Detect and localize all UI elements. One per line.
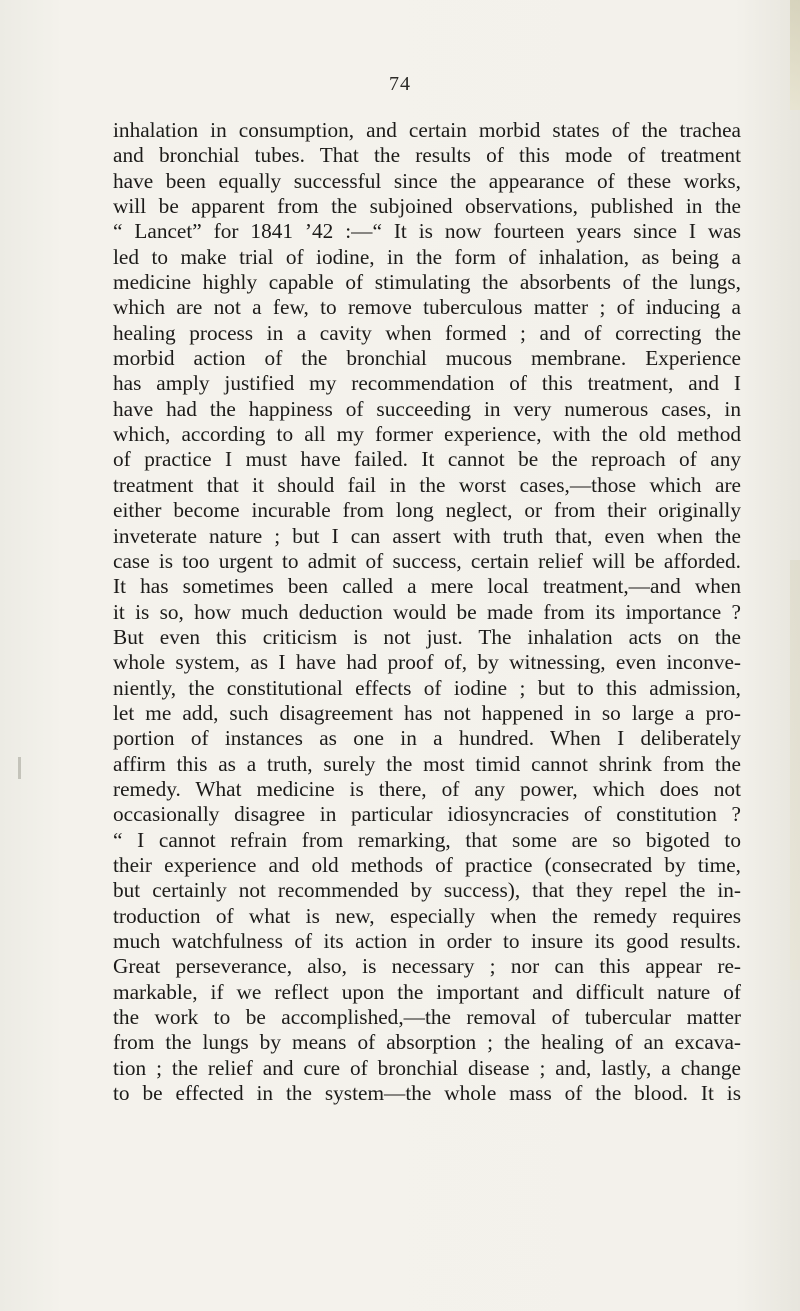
text-line: healing process in a cavity when formed ; and of correcting the — [113, 320, 741, 345]
text-line: “ I cannot refrain from remarking, that some are so bigoted to — [113, 827, 741, 852]
text-line: and bronchial tubes. That the results of this mode of treatment — [113, 143, 741, 168]
text-line: occasionally disagree in particular idiosyncracies of constitution ? — [113, 802, 741, 827]
text-line: either become incurable from long neglect, or from their originally — [113, 498, 741, 523]
text-line: morbid action of the bronchial mucous membrane. Experience — [113, 346, 741, 371]
text-line: niently, the constitutional effects of iodine ; but to this admission, — [113, 675, 741, 700]
text-line: portion of instances as one in a hundred. When I deliberately — [113, 726, 741, 751]
text-line: inhalation in consumption, and certain morbid states of the trachea — [113, 118, 741, 142]
text-line: “ Lancet” for 1841 ’42 :—“ It is now fourteen years since I was — [113, 219, 741, 244]
text-line: inveterate nature ; but I can assert with truth that, even when the — [113, 523, 741, 548]
text-line: has amply justified my recommendation of this treatment, and I — [113, 371, 741, 396]
text-line: it is so, how much deduction would be made from its importance ? — [113, 599, 741, 624]
text-line: have been equally successful since the appearance of these works, — [113, 168, 741, 193]
text-line: have had the happiness of succeeding in very numerous cases, in — [113, 396, 741, 421]
margin-mark — [18, 757, 21, 779]
text-line: whole system, as I have had proof of, by witnessing, even inconve- — [113, 650, 741, 675]
text-line: will be apparent from the subjoined observations, published in the — [113, 194, 741, 219]
body-text — [113, 118, 741, 1106]
text-line: Great perseverance, also, is necessary ; nor can this appear re- — [113, 954, 741, 979]
text-line: remedy. What medicine is there, of any power, which does not — [113, 776, 741, 801]
text-line: from the lungs by means of absorption ; the healing of an excava- — [113, 1030, 741, 1055]
text-line: let me add, such disagreement has not happened in so large a pro- — [113, 700, 741, 725]
text-line: troduction of what is new, especially when the remedy requires — [113, 903, 741, 928]
text-line: the work to be accomplished,—the removal of tubercular matter — [113, 1005, 741, 1030]
text-line: to be effected in the system—the whole mass of the blood. It is — [113, 1081, 741, 1106]
text-line: much watchfulness of its action in order to insure its good results. — [113, 929, 741, 953]
text-line: led to make trial of iodine, in the form of inhalation, as being a — [113, 244, 741, 269]
text-line: tion ; the relief and cure of bronchial disease ; and, lastly, a change — [113, 1055, 741, 1080]
text-line: affirm this as a truth, surely the most timid cannot shrink from the — [113, 751, 741, 776]
page-number: 74 — [389, 73, 411, 95]
text-line: but certainly not recommended by success), that they repel the in- — [113, 878, 741, 903]
text-line: case is too urgent to admit of success, certain relief will be afforded. — [113, 548, 741, 573]
text-line: of practice I must have failed. It cannot be the reproach of any — [113, 447, 741, 472]
text-line: treatment that it should fail in the worst cases,—those which are — [113, 472, 741, 497]
text-line: which are not a few, to remove tuberculous matter ; of inducing a — [113, 295, 741, 320]
text-line: But even this criticism is not just. The inhalation acts on the — [113, 624, 741, 649]
text-line: which, according to all my former experience, with the old method — [113, 422, 741, 447]
text-line: It has sometimes been called a mere local treatment,—and when — [113, 574, 741, 599]
text-line: markable, if we reflect upon the important and difficult nature of — [113, 979, 741, 1004]
page-edge-shadow-middle — [790, 560, 800, 980]
text-line: their experience and old methods of practice (consecrated by time, — [113, 852, 741, 877]
text-line: medicine highly capable of stimulating the absorbents of the lungs, — [113, 270, 741, 295]
